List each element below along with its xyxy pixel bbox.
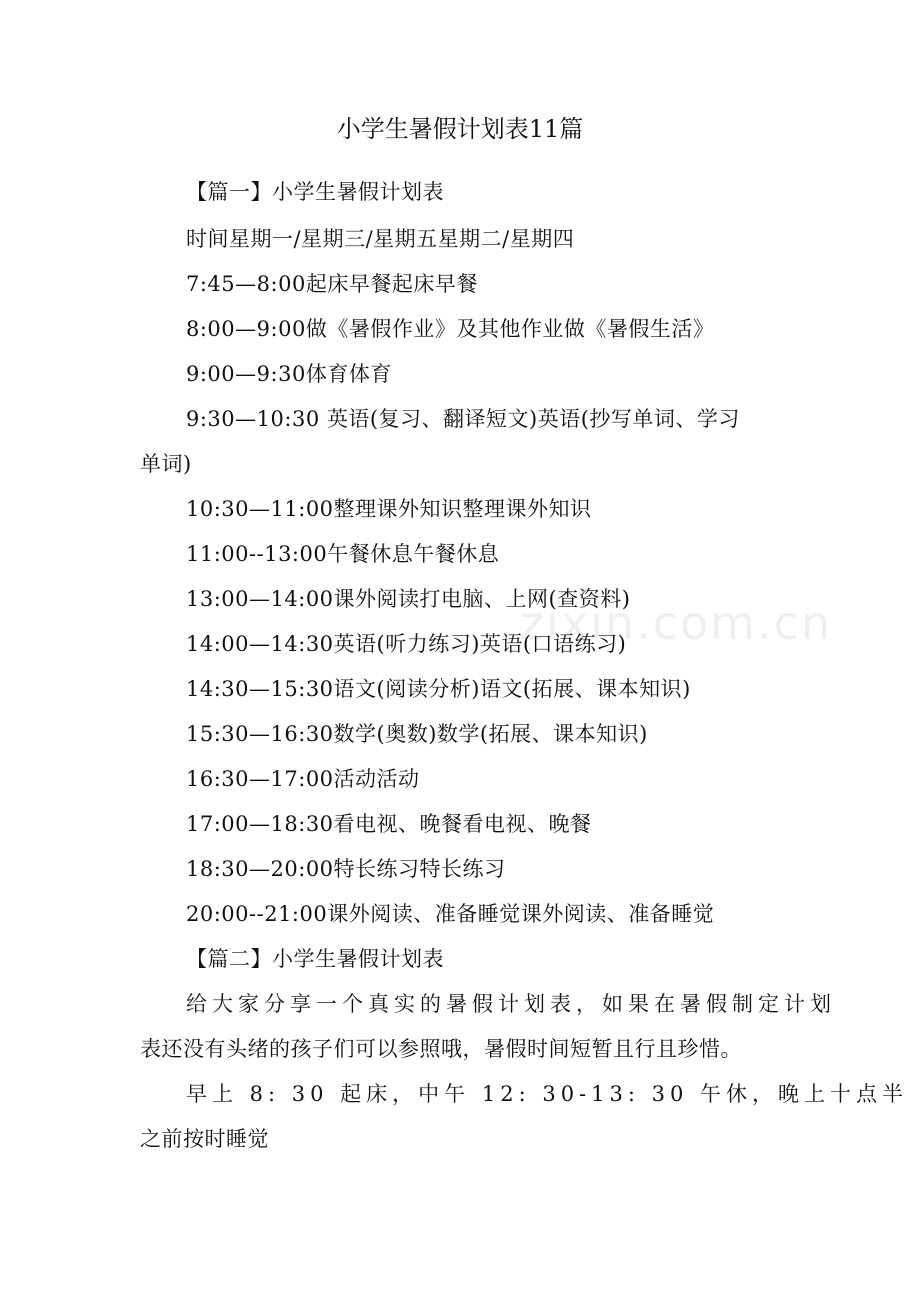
schedule-line: 13:00—14:00课外阅读打电脑、上网(查资料) bbox=[186, 587, 631, 611]
schedule-line: 9:00—9:30体育体育 bbox=[186, 362, 392, 386]
paragraph-line: 早上 8: 30 起床，中午 12: 30-13: 30 午休，晚上十点半 bbox=[186, 1082, 909, 1106]
watermark-text: zixin.com.cn bbox=[520, 596, 833, 650]
section2-heading: 【篇二】小学生暑假计划表 bbox=[186, 947, 444, 971]
schedule-line: 9:30—10:30 英语(复习、翻译短文)英语(抄写单词、学习 bbox=[186, 407, 740, 431]
paragraph-line: 之前按时睡觉 bbox=[140, 1127, 269, 1151]
schedule-line: 17:00—18:30看电视、晚餐看电视、晚餐 bbox=[186, 812, 592, 836]
section1-heading: 【篇一】小学生暑假计划表 bbox=[186, 180, 444, 204]
document-title: 小学生暑假计划表11篇 bbox=[336, 115, 584, 143]
schedule-line: 16:30—17:00活动活动 bbox=[186, 767, 420, 791]
schedule-line: 8:00—9:00做《暑假作业》及其他作业做《暑假生活》 bbox=[186, 317, 715, 341]
schedule-line-continuation: 单词) bbox=[140, 452, 192, 476]
schedule-line: 11:00--13:00午餐休息午餐休息 bbox=[186, 542, 500, 566]
schedule-line: 7:45—8:00起床早餐起床早餐 bbox=[186, 272, 478, 296]
schedule-line: 20:00--21:00课外阅读、准备睡觉课外阅读、准备睡觉 bbox=[186, 902, 715, 926]
schedule-line: 15:30—16:30数学(奥数)数学(拓展、课本知识) bbox=[186, 722, 648, 746]
schedule-line: 14:30—15:30语文(阅读分析)语文(拓展、课本知识) bbox=[186, 677, 691, 701]
schedule-header-line: 时间星期一/星期三/星期五星期二/星期四 bbox=[186, 227, 575, 251]
schedule-line: 18:30—20:00特长练习特长练习 bbox=[186, 857, 506, 881]
paragraph-line: 给大家分享一个真实的暑假计划表，如果在暑假制定计划 bbox=[186, 992, 836, 1016]
schedule-line: 10:30—11:00整理课外知识整理课外知识 bbox=[186, 497, 592, 521]
schedule-line: 14:00—14:30英语(听力练习)英语(口语练习) bbox=[186, 632, 627, 656]
paragraph-line: 表还没有头绪的孩子们可以参照哦，暑假时间短暂且行且珍惜。 bbox=[140, 1037, 742, 1061]
